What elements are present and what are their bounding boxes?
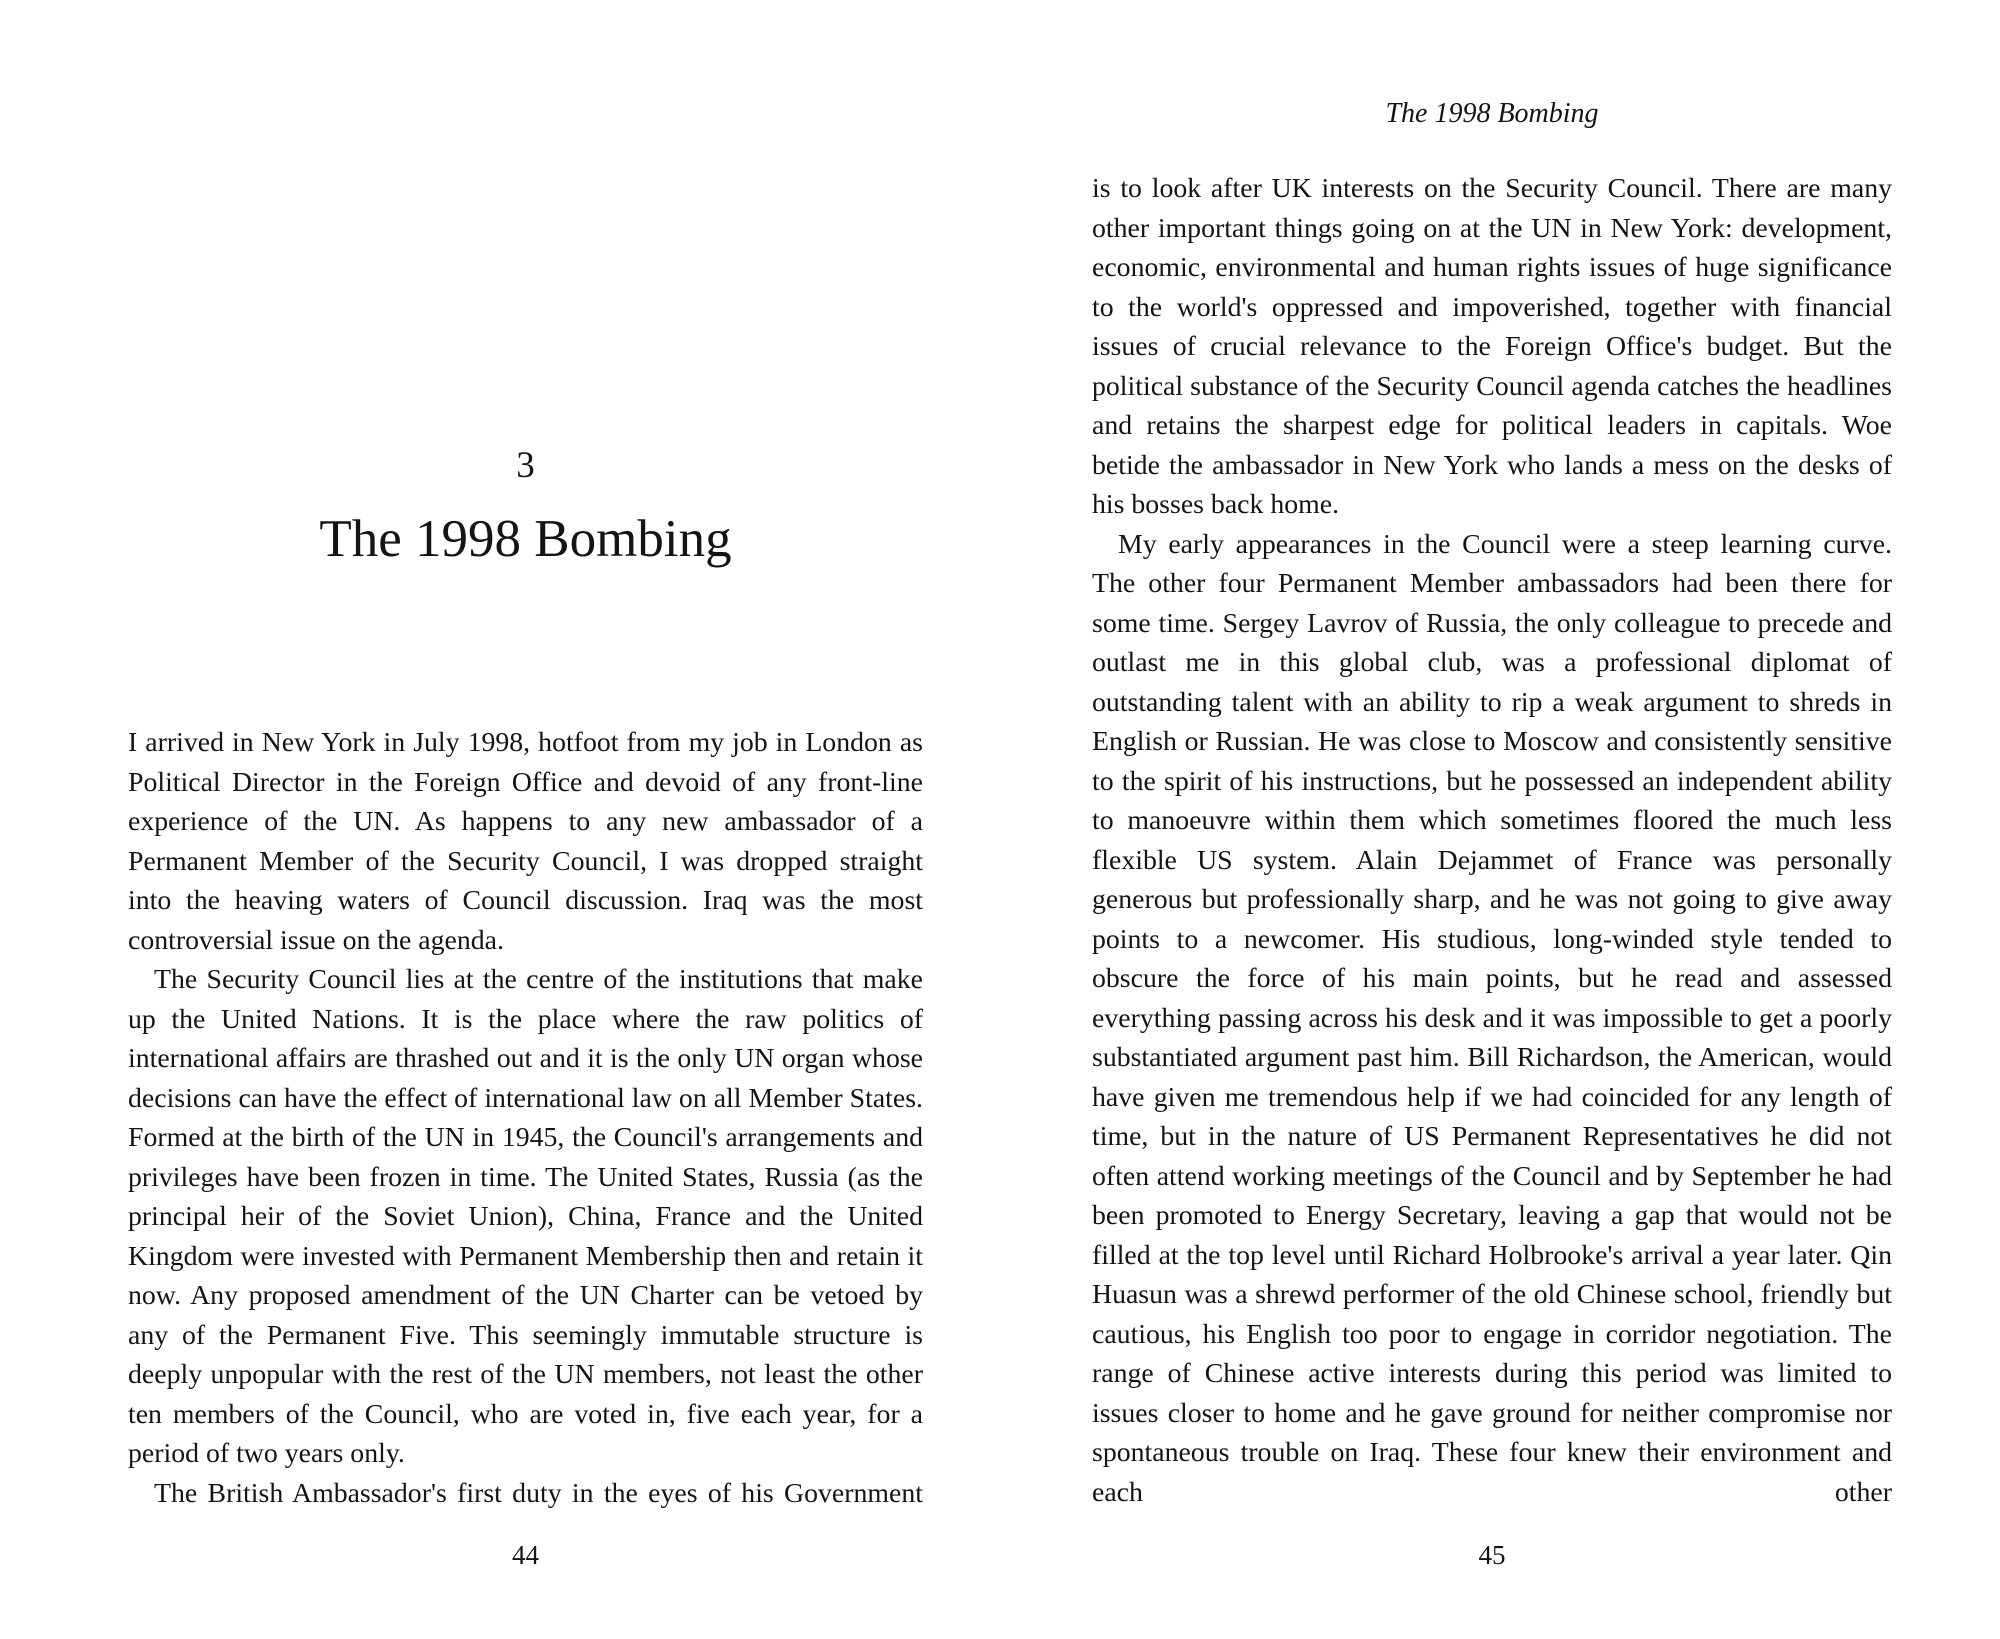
running-head: The 1998 Bombing: [1385, 98, 1599, 129]
chapter-number: 3: [516, 445, 535, 486]
chapter-title: The 1998 Bombing: [319, 510, 732, 568]
body-paragraph: is to look after UK interests on the Security Council. There are many other important things going on at the UN in New York: development, economic, environmental and human rights issues of huge significance to the world's oppressed and impoverished, together with financial issues of crucial relevance to the Foreign Office's budget. But the political substance of the Security Council agenda catches the headlines and retains the sharpest edge for political leaders in capitals. Woe betide the ambassador in New York who lands a mess on the desks of his bosses back home.: [1092, 173, 1892, 520]
body-paragraph: I arrived in New York in July 1998, hotfoot from my job in London as Political Director in the Foreign Office and devoid of any front-line experience of the UN. As happens to any new ambassador of a Permanent Member of the Security Council, I was dropped straight into the heaving waters of Council discussion. Iraq was the most controversial issue on the agenda.: [128, 727, 923, 956]
body-paragraph: The British Ambassador's first duty in the eyes of his Government: [154, 1477, 923, 1509]
page-number: 44: [512, 1540, 539, 1570]
right-body-text: [1092, 169, 1892, 1512]
left-body-text: [128, 723, 923, 1513]
right-page: [1000, 0, 2000, 1639]
body-paragraph: The Security Council lies at the centre of the institutions that make up the United Nations. It is the place where the raw politics of international affairs are thrashed out and it is the only UN organ whose decisions can have the effect of international law on all Member States. Formed at the birth of the UN in 1945, the Council's arrangements and privileges have been frozen in time. The United States, Russia (as the principal heir of the Soviet Union), China, France and the United Kingdom were invested with Permanent Membership then and retain it now. Any proposed amendment of the UN Charter can be vetoed by any of the Permanent Five. This seemingly immutable structure is deeply unpopular with the rest of the UN members, not least the other ten members of the Council, who are voted in, five each year, for a period of two years only.: [128, 964, 923, 1469]
page-number: 45: [1478, 1540, 1506, 1570]
body-paragraph: My early appearances in the Council were a steep learning curve. The other four Permanent Member ambassadors had been there for some time. Sergey Lavrov of Russia, the only colleague to precede and outlast me in this global club, was a professional diplomat of outstanding talent with an ability to rip a weak argument to shreds in English or Russian. He was close to Moscow and consistently sensitive to the spirit of his instructions, but he possessed an independent ability to manoeuvre within them which sometimes floored the much less flexible US system. Alain Dejammet of France was personally generous but professionally sharp, and he was not going to give away points to a newcomer. His studious, long-winded style tended to obscure the force of his main points, but he read and assessed everything passing across his desk and it was impossible to get a poorly substantiated argument past him. Bill Richardson, the American, would have given me tremendous help if we had coincided for any length of time, but in the nature of US Permanent Representatives he did not often attend working meetings of the Council and by September he had been promoted to Energy Secretary, leaving a gap that would not be filled at the top level until Richard Holbrooke's arrival a year later. Qin Huasun was a shrewd performer of the old Chinese school, friendly but cautious, his English too poor to engage in corridor negotiation. The range of Chinese active interests during this period was limited to issues closer to home and he gave ground for neither compromise nor spontaneous trouble on Iraq. These four knew their environment and each other: [1092, 528, 1892, 1508]
